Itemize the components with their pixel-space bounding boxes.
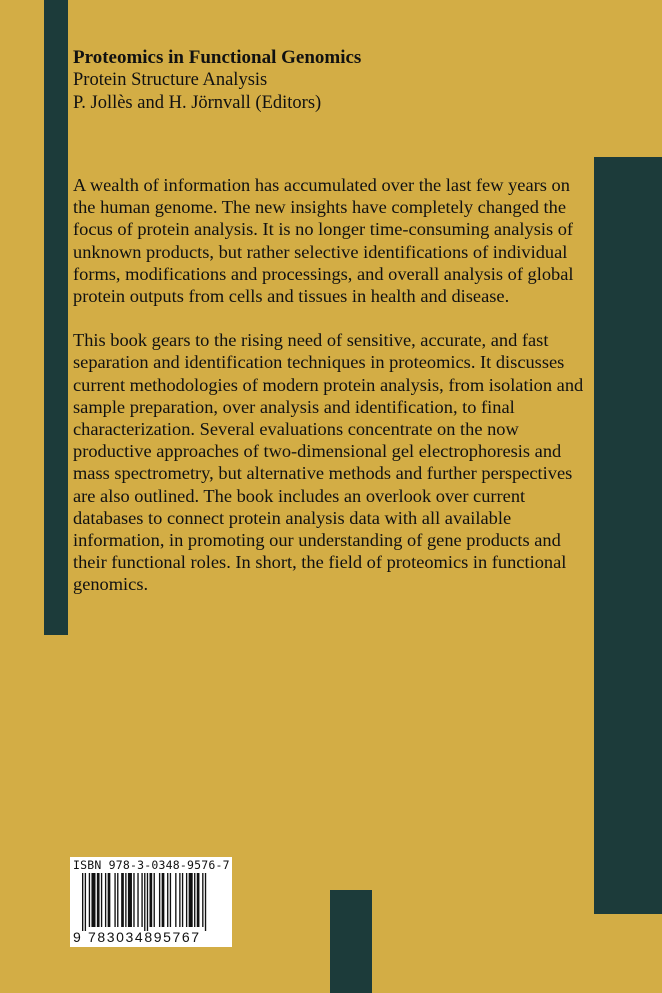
book-subtitle: Protein Structure Analysis [73,70,268,90]
barcode-bars-icon [82,873,224,931]
isbn-label: ISBN 978-3-0348-9576-7 [73,858,230,872]
bottom-accent-bar [330,890,372,993]
blurb-paragraph-1: A wealth of information has accumulated over the last few years on the human genome. The new insights have completely changed the focus of protein analysis. It is no longer time-consuming analysis of unknown products, but rather selective identifications of individual forms, modifications and processings, and overall analysis of global protein outputs from cells and tissues in health and disease. [73,175,574,307]
book-header [73,46,573,115]
ean-digits: 783034895767 [88,929,201,945]
isbn-barcode [70,857,232,947]
blurb [73,174,588,618]
book-editors: P. Jollès and H. Jörnvall (Editors) [73,93,322,113]
right-accent-bar [594,157,662,914]
left-accent-bar [44,0,68,635]
book-title: Proteomics in Functional Genomics [73,47,362,68]
ean-first-digit: 9 [73,929,81,945]
blurb-paragraph-2: This book gears to the rising need of sensitive, accurate, and fast separation and identification techniques in proteomics. It discusses current methodologies of modern protein analysis, from isolation and sample preparation, over analysis and identification, to final characterization. Several evaluations concentrate on the now productive approaches of two-dimensional gel electrophoresis and mass spectrometry, but alternative methods and further perspectives are also outlined. The book includes an overlook over current databases to connect protein analysis data with all available information, in promoting our understanding of gene products and their functional roles. In short, the field of proteomics in functional genomics. [73,330,584,595]
